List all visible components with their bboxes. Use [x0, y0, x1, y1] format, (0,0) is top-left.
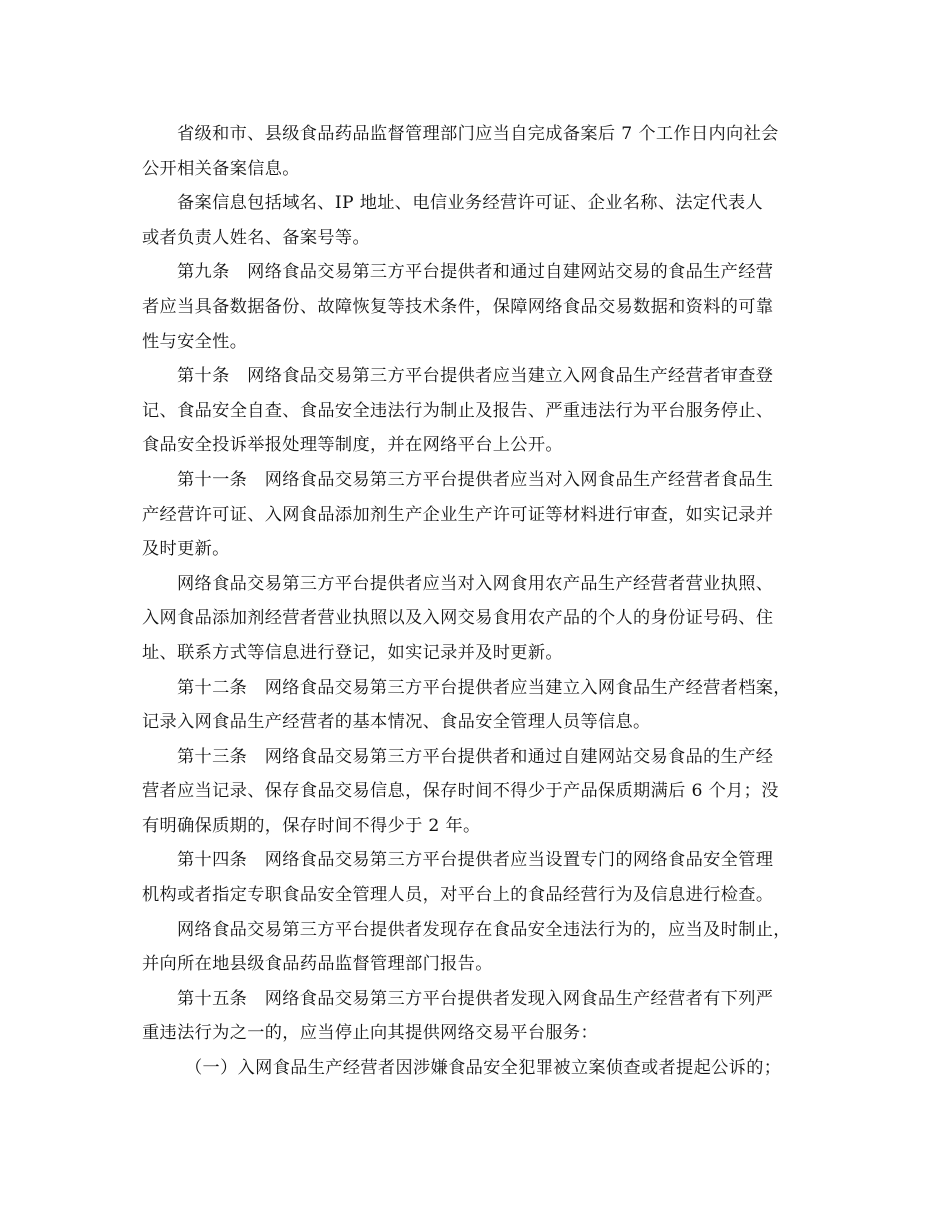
- article-11-line: 第十一条 网络食品交易第三方平台提供者应当对入网食品生产经营者食品生: [177, 469, 774, 490]
- paragraph-line: 公开相关备案信息。: [142, 158, 300, 179]
- paragraph-line: 记录入网食品生产经营者的基本情况、食品安全管理人员等信息。: [142, 712, 651, 733]
- article-13-line: 第十三条 网络食品交易第三方平台提供者和通过自建网站交易食品的生产经: [177, 746, 774, 767]
- paragraph-line: 有明确保质期的，保存时间不得少于 2 年。: [142, 815, 481, 836]
- paragraph-line: 或者负责人姓名、备案号等。: [142, 227, 370, 248]
- list-item-line: （一）入网食品生产经营者因涉嫌食品安全犯罪被立案侦查或者提起公诉的；: [185, 1058, 782, 1079]
- paragraph-line: 记、食品安全自查、食品安全违法行为制止及报告、严重违法行为平台服务停止、: [142, 400, 774, 421]
- paragraph-line: 产经营许可证、入网食品添加剂生产企业生产许可证等材料进行审查，如实记录并: [142, 504, 774, 525]
- paragraph-line: 并向所在地县级食品药品监督管理部门报告。: [142, 954, 493, 975]
- article-15-line: 第十五条 网络食品交易第三方平台提供者发现入网食品生产经营者有下列严: [177, 988, 774, 1009]
- paragraph-line: 网络食品交易第三方平台提供者应当对入网食用农产品生产经营者营业执照、: [177, 573, 774, 594]
- paragraph-line: 机构或者指定专职食品安全管理人员，对平台上的食品经营行为及信息进行检查。: [142, 885, 774, 906]
- article-14-line: 第十四条 网络食品交易第三方平台提供者应当设置专门的网络食品安全管理: [177, 850, 774, 871]
- document-body: [142, 117, 812, 1086]
- paragraph-line: 及时更新。: [142, 539, 230, 560]
- paragraph-line: 性与安全性。: [142, 331, 248, 352]
- paragraph-line: 食品安全投诉举报处理等制度，并在网络平台上公开。: [142, 435, 563, 456]
- paragraph-line: 网络食品交易第三方平台提供者发现存在食品安全违法行为的，应当及时制止，: [177, 919, 791, 940]
- paragraph-line: 省级和市、县级食品药品监督管理部门应当自完成备案后 7 个工作日内向社会: [177, 124, 779, 144]
- paragraph-line: 备案信息包括域名、IP 地址、电信业务经营许可证、企业名称、法定代表人: [177, 193, 764, 214]
- article-10-line: 第十条 网络食品交易第三方平台提供者应当建立入网食品生产经营者审查登: [177, 366, 774, 387]
- paragraph-line: 重违法行为之一的，应当停止向其提供网络交易平台服务：: [142, 1023, 598, 1044]
- article-12-line: 第十二条 网络食品交易第三方平台提供者应当建立入网食品生产经营者档案，: [177, 677, 791, 698]
- paragraph-line: 者应当具备数据备份、故障恢复等技术条件，保障网络食品交易数据和资料的可靠: [142, 296, 774, 317]
- paragraph-line: 营者应当记录、保存食品交易信息，保存时间不得少于产品保质期满后 6 个月；没: [142, 781, 779, 802]
- paragraph-line: 址、联系方式等信息进行登记，如实记录并及时更新。: [142, 642, 563, 663]
- article-9-line: 第九条 网络食品交易第三方平台提供者和通过自建网站交易的食品生产经营: [177, 262, 774, 283]
- paragraph-line: 入网食品添加剂经营者营业执照以及入网交易食用农产品的个人的身份证号码、住: [142, 608, 774, 629]
